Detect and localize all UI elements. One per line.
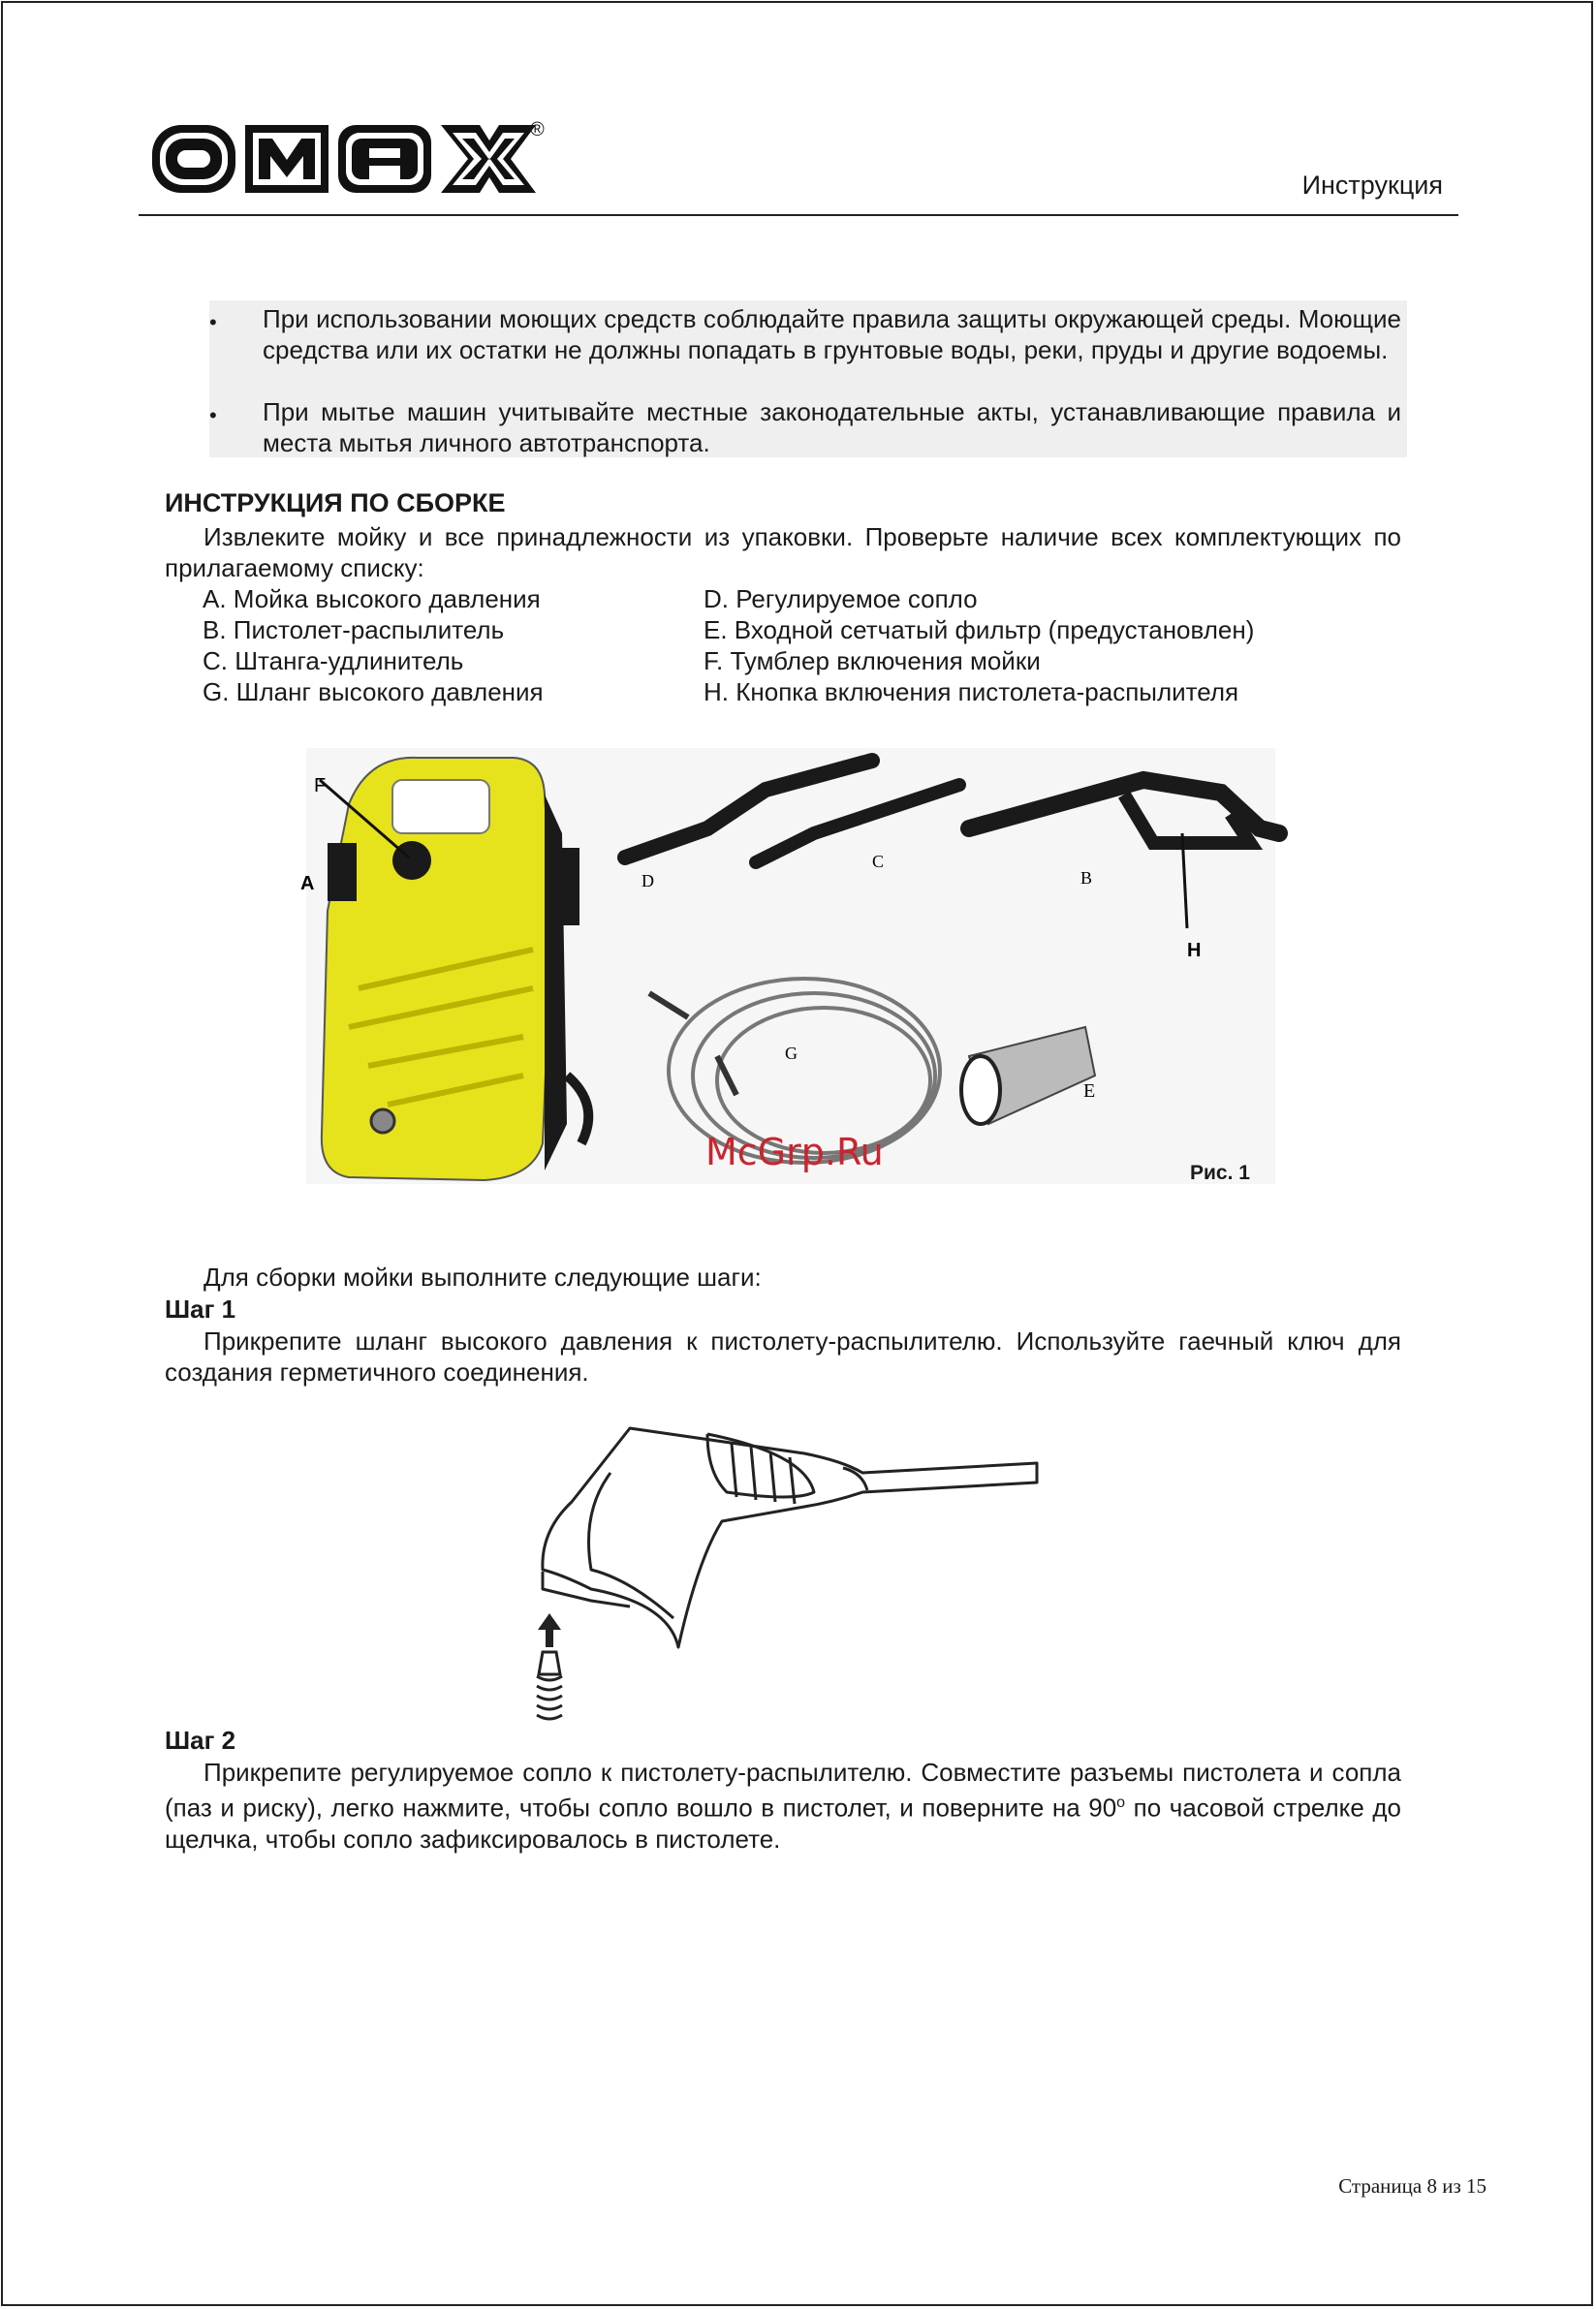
parts-figure xyxy=(291,736,1299,1192)
header-title: Инструкция xyxy=(1301,171,1443,200)
step2-title: Шаг 2 xyxy=(165,1726,236,1755)
label-h: H xyxy=(1187,940,1202,961)
page-number: Страница 8 из 15 xyxy=(1338,2174,1486,2198)
label-d: D xyxy=(642,871,654,890)
part-item: F. Тумблер включения мойки xyxy=(704,646,1041,675)
degree-mark: o xyxy=(1116,1794,1126,1811)
step2-text xyxy=(165,1757,1401,1855)
hose-fitting-drawing xyxy=(537,1652,562,1719)
steps-lead-text: Для сборки мойки выполните следующие шаги: xyxy=(203,1263,762,1292)
notice-text: При использовании моющих средств соблюдайте правила защиты окружающей среды. Моющие средства или их остатки не должны попадать в грунтовые воды, реки, пруды и другие водоемы. xyxy=(263,304,1401,364)
step1-text-body: Прикрепите шланг высокого давления к пистолету-распылителю. Используйте гаечный ключ для создания герметичного соединения. xyxy=(165,1326,1401,1387)
watermark: McGrp.Ru xyxy=(705,1131,884,1173)
notice-text: При мытье машин учитывайте местные законодательные акты, устанавливающие правила и места мытья личного автотранспорта. xyxy=(263,397,1401,457)
step2-text-a: Прикрепите регулируемое сопло к пистолету-распылителю. Совместите разъемы пистолета и сопла (паз и риску), легко нажмите, чтобы сопло вошло в пистолет, и поверните на 90 xyxy=(165,1758,1401,1823)
part-item: B. Пистолет-распылитель xyxy=(203,615,505,644)
step1-text xyxy=(165,1326,1401,1388)
steps-lead xyxy=(165,1262,1401,1293)
bullet: • xyxy=(209,403,217,427)
part-item: H. Кнопка включения пистолета-распылителя xyxy=(704,677,1239,706)
label-b: B xyxy=(1080,868,1093,888)
section-title: ИНСТРУКЦИЯ ПО СБОРКЕ xyxy=(165,488,506,517)
pressure-washer-image xyxy=(322,758,588,1180)
step2-text-b: по часовой стрелке до щелчка, чтобы сопло зафиксировалось в пистолете. xyxy=(165,1793,1401,1854)
label-g: G xyxy=(785,1044,798,1063)
header-divider xyxy=(139,214,1458,216)
part-item: E. Входной сетчатый фильтр (предустановлен) xyxy=(704,615,1255,644)
label-c: C xyxy=(872,852,885,871)
omax-logo xyxy=(150,121,548,203)
assembly-intro-text: Извлеките мойку и все принадлежности из упаковки. Проверьте наличие всех комплектующих по прилагаемому списку: xyxy=(165,522,1401,582)
arrow-up-icon xyxy=(538,1613,561,1630)
gun-drawing xyxy=(514,1415,1047,1734)
bullet: • xyxy=(209,310,217,334)
label-f: F xyxy=(314,775,327,796)
figure-caption: Рис. 1 xyxy=(1190,1162,1250,1184)
part-item: C. Штанга-удлинитель xyxy=(203,646,464,675)
registered-mark: ® xyxy=(530,119,545,140)
step1-title: Шаг 1 xyxy=(165,1295,236,1324)
label-a: A xyxy=(300,873,315,894)
assembly-intro xyxy=(165,521,1401,583)
part-item: G. Шланг высокого давления xyxy=(203,677,544,706)
part-item: A. Мойка высокого давления xyxy=(203,584,541,613)
part-item: D. Регулируемое сопло xyxy=(704,584,978,613)
label-e: E xyxy=(1083,1080,1096,1102)
